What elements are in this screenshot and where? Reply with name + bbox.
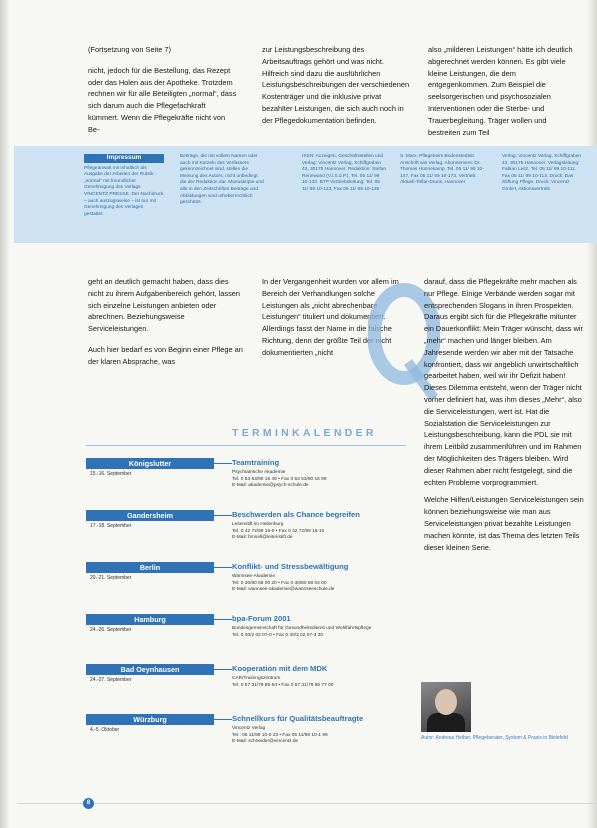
detail-line: Bundesgemeinschaft für Gesundheitsdienst und Wohlfahrtspflege bbox=[232, 626, 372, 631]
detail-line: Leitenstift im Heilenburg bbox=[232, 522, 284, 527]
continuation-note: (Fortsetzung von Seite 7) bbox=[88, 45, 171, 54]
impressum-col-4 bbox=[400, 154, 484, 187]
detail-line: Tel. 0 53 53/90 16 49 • Fax 0 53 53/90 16 99 bbox=[232, 476, 327, 482]
calendar-event-title: Kooperation mit dem MDK bbox=[232, 664, 328, 673]
calendar-event-details bbox=[232, 574, 412, 594]
paragraph: zur Leistungsbeschreibung des Arbeitsauftrags gehört und was nicht. Hilfreich sind dazu die ausführlichen Leistungsbeschreibungen der verschiedenen Kostenträger und die inklusive privat bezahlter Leistungen, die sich auch noch in der Pflegedokumentation befinden. bbox=[262, 45, 410, 125]
calendar-city: Würzburg bbox=[86, 714, 214, 725]
detail-line: Psychiatrische Akademie bbox=[232, 470, 286, 475]
calendar-city: Hamburg bbox=[86, 614, 214, 625]
impressum-col-5 bbox=[502, 154, 584, 194]
calendar-connector bbox=[214, 719, 232, 720]
calendar-event-details bbox=[232, 470, 412, 490]
calendar-city: Königslutter bbox=[86, 458, 214, 469]
calendar-connector bbox=[214, 669, 232, 670]
calendar-date: 15.-16. September bbox=[90, 471, 132, 477]
impressum-col-3 bbox=[302, 154, 386, 194]
text-column-top-1 bbox=[88, 44, 238, 141]
calendar-event-details bbox=[232, 522, 412, 542]
calendar-city: Bad Oeynhausen bbox=[86, 664, 214, 675]
detail-line: Wannsee-Akademie bbox=[232, 574, 276, 579]
calendar-date: 4.-5. Oktober bbox=[90, 727, 120, 733]
text-column-top-2 bbox=[262, 44, 412, 132]
text-column-right bbox=[424, 276, 586, 558]
calendar-date: 24.-26. September bbox=[90, 627, 132, 633]
photo-shoulders bbox=[427, 713, 465, 732]
paragraph: Auch hier bedarf es von Beginn einer Pflege an der klaren Absprache, was bbox=[88, 344, 243, 366]
calendar-event-title: Schnellkurs für Qualitätsbeauftragte bbox=[232, 714, 364, 723]
calendar-divider bbox=[86, 445, 406, 446]
page-number: 8 bbox=[83, 798, 94, 809]
detail-line: E-Mail: akademie@psych-schule.de bbox=[232, 483, 309, 488]
impressum-col-2 bbox=[180, 154, 264, 207]
detail-line: Tel. 0 30/80 68 00 20 • Fax 0 30/80 68 04 00 bbox=[232, 580, 327, 586]
calendar-date: 17.-18. September bbox=[90, 523, 132, 529]
text-column-top-3 bbox=[428, 44, 578, 143]
calendar-event-details bbox=[232, 726, 412, 746]
page-spine-shadow bbox=[0, 0, 10, 828]
detail-line: E-Mail: bmsell@leitenstift.de bbox=[232, 535, 293, 540]
calendar-event-title: Beschwerden als Chance begreifen bbox=[232, 510, 360, 519]
impressum-title: Impressum bbox=[84, 154, 164, 163]
footer-line bbox=[18, 803, 597, 804]
detail-line: Tel. 0 42 72/99 16-0 • Fax 0 42 72/99 16-10 bbox=[232, 528, 325, 534]
calendar-city: Berlin bbox=[86, 562, 214, 573]
paragraph: geht an deutlich gemacht haben, dass dies nicht zu ihrem Aufgabenbereich gehört, lassen sich einzelne Leistungen anbieten oder abrechnen. Beziehungsweise Serviceleistungen. bbox=[88, 277, 241, 334]
calendar-city: Gandersheim bbox=[86, 510, 214, 521]
impressum-band bbox=[14, 146, 597, 243]
calendar-event-title: bpa-Forum 2001 bbox=[232, 614, 291, 623]
calendar-connector bbox=[214, 515, 232, 516]
calendar-event-title: Konflikt- und Stressbewältigung bbox=[232, 562, 349, 571]
impressum-text: Verlag: Vincentz Verlag, Schiffgraben 43, 30175 Hannover. Verlagsleitung: Fabian Leitz, Tel. 05 11/ 99 10-111, Fax 05 11/ 99 10-113. Druck: Das Stiftung Pflege, Druck: Vincentz GmbH, Aktionsvertrieb bbox=[502, 154, 582, 192]
impressum-text: ISSN: Anzeigen, Geschäftsstellen und Verlag: Vincentz Verlag, Schiffgraben 43, 30175 Hannover. Redaktion: Stefan Rennwand (V.i.S.d.P.), Tel. 05 11/ 99 10-133. BTP Vertriebsleitung: Tel. 05 11/ 99 10-123, Fax 05 11/ 99 10-139 bbox=[302, 154, 387, 192]
impressum-text: Pflegeanwalt mit inhaltlich als Ausgabe der Arbeiten der Rubrik „normal“ mit freundlicher Genehmigung des Verlags VINCENTZ PRESSE. Der Nachdruck – auch auszugsweise – ist nur mit Genehmigung des Verlages gestattet. bbox=[84, 165, 164, 217]
text-column-mid-1 bbox=[88, 276, 246, 373]
calendar-title: TERMINKALENDER bbox=[232, 427, 377, 439]
impressum-text: Beiträge, die mit vollem Namen oder auch mit Kürzeln des Verfassers gekennzeichnet sind, stellen die Meinung des Autors, nicht unbedingt die der Redaktion dar. Manuskripte und alle in den Zeitschriften Beiträge und Abbildungen sind urheberrechtlich geschützt. bbox=[180, 154, 264, 206]
impressum-col-1 bbox=[84, 154, 164, 218]
paragraph: darauf, dass die Pflegekräfte mehr machen als nur Pflege. Einige Verbände werden sogar mit entsprechenden Slogans in ihren Prospekten. Daraus ergibt sich für die Pflegekräfte mitunter ein Dauerkonflikt: Mein Träger wünscht, dass wir „mehr“ machen und länger bleiben. Am Jahresende werden wir aber mit der Tatsache konfrontiert, dass wir angeblich unwirtschaftlich gearbeitet haben, weil wir ihr Defizit haben! Dieses Dilemma entsteht, wenn der Träger nicht vorher definiert hat, was ihm dieses „Mehr“, also die Serviceleistungen, wert ist. Hat die Sozialstation die Serviceleistungen zur Leistungsbeschreibung, kann die PDL sie mit ihrem Leitbild zusammenführen und im Rahmen der Möglichkeiten des Trägers bleiben. Wird dieser Rahmen aber nicht festgelegt, sind die echten Probleme vorprogrammiert. bbox=[424, 277, 583, 487]
detail-line: Tel. 0 40/2 02 07-0 • Fax 0 40/2 02 07-3 30 bbox=[232, 632, 324, 638]
detail-line: E-Mail: schneider@vincentz.de bbox=[232, 739, 299, 744]
paragraph: also „milderen Leistungen“ hätte ich deutlich abgerechnet werden können. Es gibt viele kleine Leistungen, die dem entgegenkommen. Zum Beispiel die seelsorgerischen und psychosozialen Interventionen oder die Sterbe- und Trauerbegleitung. Träger wollen und bestreiten zum Teil bbox=[428, 45, 573, 137]
calendar-connector bbox=[214, 619, 232, 620]
calendar-connector bbox=[214, 567, 232, 568]
photo-head bbox=[435, 689, 457, 715]
calendar-date: 24.-27. September bbox=[90, 677, 132, 683]
calendar-event-details bbox=[232, 676, 412, 689]
detail-line: Vincentz Verlag bbox=[232, 726, 266, 731]
detail-line: Tel. 0 57 31/79 85-94 • Fax 0 57 31/79 85 77 00 bbox=[232, 682, 334, 688]
detail-line: Tel.: 05 11/99 10-0 23 • Fax 05 11/99 10-1 99 bbox=[232, 732, 328, 738]
calendar-event-title: Teamtraining bbox=[232, 458, 280, 467]
paragraph: Welche Hilfen/Leistungen Serviceleistungen sein können beziehungsweise wie man aus Serviceleistungen privat bezahlte Leistungen machen könnte, ist das Thema des letzten Teils dieser kleinen Serie. bbox=[424, 495, 584, 552]
calendar-connector bbox=[214, 463, 232, 464]
calendar-date: 20.-21. September bbox=[90, 575, 132, 581]
impressum-text: S. Marx, Pflegeheim Bodenstedtstr. Anschrift wie Verlag. Abonnement: Dr. Thomas Hünnekamp, Tel. 05 11/ 99 10-147, Fax 05 11/ 99 10-173. Vertrieb: Aktuell-Telfar-Druck, Hannover bbox=[400, 154, 484, 186]
calendar-event-details bbox=[232, 626, 412, 639]
paragraph: nicht, jedoch für die Bestellung, das Rezept oder das Holen aus der Apotheke. Trotzdem rechnen wir für alle Beteiligten „normal“, dass sich darum auch die Pflegefachkraft kümmert. Wenn die Pflegekräfte nicht von Be- bbox=[88, 65, 237, 134]
page-edge-shadow bbox=[587, 0, 597, 828]
author-photo bbox=[421, 682, 471, 732]
author-caption: Autor: Andreas Heiber, Pflegeberater, System & Praxis in Bielefeld bbox=[421, 735, 568, 741]
paragraph: In der Vergangenheit wurden vor allem im Bereich der Verhandlungen solche Leistungen als „nicht abrechenbare Leistungen“ tituliert und dokumentiert. Allerdings fasst der Name in die falsche Richtung, denn der größte Teil der nicht dokumentierten „nicht bbox=[262, 277, 399, 357]
detail-line: CAR/Trainingszentrum bbox=[232, 676, 281, 681]
detail-line: E-Mail: wannsee-akademie@wannseeschule.de bbox=[232, 587, 335, 592]
